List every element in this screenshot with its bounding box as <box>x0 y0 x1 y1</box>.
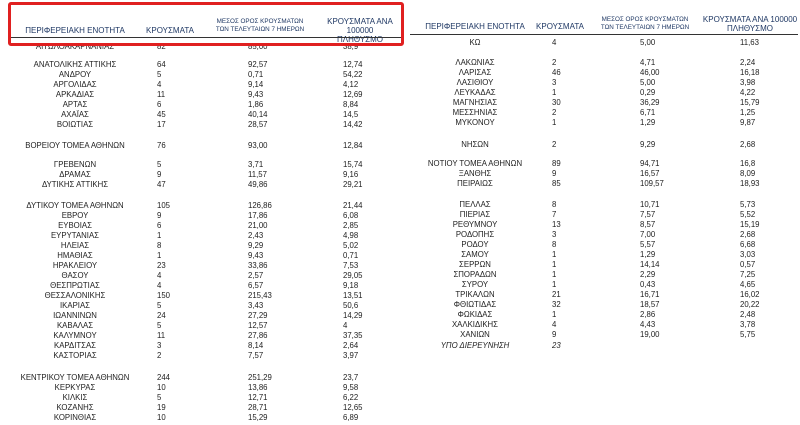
right-table-row <box>0 210 800 219</box>
right-table-row <box>0 179 800 188</box>
left-cell-cases: 5 <box>157 70 162 79</box>
right-cell-name: ΣΕΡΡΩΝ <box>459 260 491 269</box>
right-cell-per100k: 3,03 <box>740 250 756 259</box>
left-cell-cases: 6 <box>157 221 162 230</box>
left-cell-per100k: 14,29 <box>343 311 363 320</box>
left-cell-cases: 64 <box>157 60 166 69</box>
right-cell-name: ΧΑΛΚΙΔΙΚΗΣ <box>451 320 498 329</box>
left-cell-name: ΙΚΑΡΙΑΣ <box>60 301 90 310</box>
right-cell-cases: 7 <box>552 210 557 219</box>
left-cell-name: ΑΙΤΩΛΟΑΚΑΡΝΑΝΙΑΣ <box>35 42 115 51</box>
left-cell-avg: 15,29 <box>248 413 268 422</box>
left-table-row <box>0 383 800 392</box>
left-cell-per100k: 29,05 <box>343 271 363 280</box>
right-cell-cases: 2 <box>552 58 557 67</box>
left-cell-avg: 92,57 <box>248 60 268 69</box>
left-cell-per100k: 7,53 <box>343 261 359 270</box>
right-cell-cases: 3 <box>552 230 557 239</box>
highlight-box <box>8 2 404 46</box>
left-cell-name: ΔΡΑΜΑΣ <box>59 170 91 179</box>
left-cell-per100k: 14,5 <box>343 110 359 119</box>
left-cell-cases: 4 <box>157 271 162 280</box>
right-cell-cases: 13 <box>552 220 561 229</box>
left-cell-name: ΗΡΑΚΛΕΙΟΥ <box>52 261 98 270</box>
right-cell-avg: 5,00 <box>640 38 656 47</box>
right-table-row <box>0 108 800 117</box>
left-cell-per100k: 6,08 <box>343 211 359 220</box>
left-cell-cases: 10 <box>157 383 166 392</box>
right-header-avg-line2: ΤΩΝ ΤΕΛΕΥΤΑΙΩΝ 7 ΗΜΕΡΩΝ <box>600 24 690 31</box>
left-cell-per100k: 0,71 <box>343 251 359 260</box>
right-cell-per100k: 18,93 <box>740 179 760 188</box>
right-cell-cases: 32 <box>552 300 561 309</box>
left-table-row <box>0 373 800 382</box>
left-cell-name: ΘΕΣΠΡΩΤΙΑΣ <box>50 281 100 290</box>
left-cell-per100k: 54,22 <box>343 70 363 79</box>
right-table-row <box>0 230 800 239</box>
right-cell-cases: 9 <box>552 330 557 339</box>
left-cell-name: ΚΑΡΔΙΤΣΑΣ <box>54 341 96 350</box>
left-cell-per100k: 9,58 <box>343 383 359 392</box>
right-cell-avg: 1,29 <box>640 250 656 259</box>
right-cell-cases: 4 <box>552 320 557 329</box>
right-cell-per100k: 16,8 <box>740 159 756 168</box>
left-cell-avg: 9,29 <box>248 241 264 250</box>
left-cell-per100k: 38,9 <box>343 42 359 51</box>
right-table-row <box>0 118 800 127</box>
right-table-row <box>0 200 800 209</box>
right-cell-cases: 3 <box>552 78 557 87</box>
right-cell-cases: 9 <box>552 169 557 178</box>
left-cell-avg: 251,29 <box>248 373 272 382</box>
left-cell-name: ΓΡΕΒΕΝΩΝ <box>53 160 97 169</box>
left-cell-cases: 4 <box>157 281 162 290</box>
right-cell-per100k: 3,78 <box>740 320 756 329</box>
left-cell-name: ΚΟΡΙΝΘΙΑΣ <box>53 413 97 422</box>
left-cell-per100k: 6,22 <box>343 393 359 402</box>
left-cell-name: ΕΥΡΥΤΑΝΙΑΣ <box>50 231 99 240</box>
right-cell-name: ΠΕΙΡΑΙΩΣ <box>457 179 493 188</box>
left-cell-cases: 1 <box>157 231 162 240</box>
right-cell-avg: 19,00 <box>640 330 660 339</box>
left-cell-avg: 21,00 <box>248 221 268 230</box>
right-cell-name: ΛΑΣΙΘΙΟΥ <box>456 78 494 87</box>
right-cell-name: ΛΕΥΚΑΔΑΣ <box>454 88 496 97</box>
left-header-unit: ΠΕΡΙΦΕΡΕΙΑΚΗ ΕΝΟΤΗΤΑ <box>25 26 125 35</box>
right-cell-per100k: 9,87 <box>740 118 756 127</box>
left-cell-avg: 49,86 <box>248 180 268 189</box>
right-cell-per100k: 5,73 <box>740 200 756 209</box>
left-cell-cases: 150 <box>157 291 171 300</box>
left-cell-cases: 1 <box>157 251 162 260</box>
left-cell-per100k: 21,44 <box>343 201 363 210</box>
left-cell-per100k: 13,51 <box>343 291 363 300</box>
right-cell-avg: 2,86 <box>640 310 656 319</box>
right-header-avg-line1: ΜΕΣΟΣ ΟΡΟΣ ΚΡΟΥΣΜΑΤΩΝ <box>601 16 689 23</box>
right-cell-avg: 109,57 <box>640 179 664 188</box>
left-header-avg-line1: ΜΕΣΟΣ ΟΡΟΣ ΚΡΟΥΣΜΑΤΩΝ <box>216 18 304 25</box>
right-cell-cases: 1 <box>552 270 557 279</box>
right-cell-cases: 1 <box>552 250 557 259</box>
right-cell-avg: 4,71 <box>640 58 656 67</box>
right-header-per100k <box>702 15 798 33</box>
left-cell-cases: 8 <box>157 241 162 250</box>
left-cell-name: ΒΟΙΩΤΙΑΣ <box>56 120 94 129</box>
right-table-row <box>0 300 800 309</box>
left-cell-cases: 3 <box>157 341 162 350</box>
left-cell-cases: 10 <box>157 413 166 422</box>
left-cell-name: ΗΜΑΘΙΑΣ <box>57 251 93 260</box>
right-cell-cases: 1 <box>552 280 557 289</box>
right-cell-avg: 8,57 <box>640 220 656 229</box>
right-cell-avg: 18,57 <box>640 300 660 309</box>
left-cell-per100k: 4,98 <box>343 231 359 240</box>
right-cell-cases: 8 <box>552 240 557 249</box>
left-cell-cases: 47 <box>157 180 166 189</box>
right-cell-name: ΥΠΟ ΔΙΕΡΕΥΝΗΣΗ <box>440 341 510 350</box>
left-cell-cases: 9 <box>157 211 162 220</box>
right-cell-avg: 46,00 <box>640 68 660 77</box>
left-cell-name: ΚΟΖΑΝΗΣ <box>56 403 94 412</box>
left-cell-per100k: 9,16 <box>343 170 359 179</box>
right-table-row <box>0 310 800 319</box>
right-table-row <box>0 140 800 149</box>
left-cell-name: ΑΡΓΟΛΙΔΑΣ <box>53 80 97 89</box>
right-cell-cases: 1 <box>552 310 557 319</box>
left-table-row <box>0 351 800 360</box>
left-cell-name: ΕΥΒΟΙΑΣ <box>58 221 92 230</box>
right-cell-per100k: 15,19 <box>740 220 760 229</box>
right-table-row <box>0 290 800 299</box>
right-cell-cases: 1 <box>552 88 557 97</box>
right-cell-avg: 0,43 <box>640 280 656 289</box>
right-table-row <box>0 240 800 249</box>
left-cell-avg: 7,57 <box>248 351 264 360</box>
right-cell-avg: 7,00 <box>640 230 656 239</box>
right-cell-per100k: 2,24 <box>740 58 756 67</box>
left-header-cases: ΚΡΟΥΣΜΑΤΑ <box>146 26 194 35</box>
left-cell-per100k: 6,89 <box>343 413 359 422</box>
right-table-row <box>0 98 800 107</box>
right-table-row <box>0 280 800 289</box>
left-cell-per100k: 2,85 <box>343 221 359 230</box>
right-cell-cases: 89 <box>552 159 561 168</box>
right-cell-name: ΦΘΙΩΤΙΔΑΣ <box>453 300 497 309</box>
left-cell-per100k: 3,97 <box>343 351 359 360</box>
left-cell-name: ΚΙΛΚΙΣ <box>62 393 88 402</box>
right-cell-name: ΠΙΕΡΙΑΣ <box>459 210 491 219</box>
left-cell-avg: 0,71 <box>248 70 264 79</box>
left-cell-avg: 85,00 <box>248 42 268 51</box>
left-cell-avg: 3,71 <box>248 160 264 169</box>
left-header-per100k-line1: ΚΡΟΥΣΜΑΤΑ ΑΝΑ 100000 <box>327 17 393 35</box>
right-cell-name: ΜΑΓΝΗΣΙΑΣ <box>452 98 498 107</box>
left-table-row <box>0 413 800 422</box>
right-cell-per100k: 5,75 <box>740 330 756 339</box>
left-cell-avg: 12,71 <box>248 393 268 402</box>
right-cell-name: ΚΩ <box>469 38 481 47</box>
right-table-row <box>0 58 800 67</box>
right-cell-cases: 1 <box>552 118 557 127</box>
right-table-row <box>0 220 800 229</box>
left-cell-per100k: 29,21 <box>343 180 363 189</box>
right-cell-per100k: 4,65 <box>740 280 756 289</box>
left-cell-per100k: 15,74 <box>343 160 363 169</box>
left-cell-avg: 33,86 <box>248 261 268 270</box>
left-cell-per100k: 8,84 <box>343 100 359 109</box>
right-table-row <box>0 169 800 178</box>
left-cell-avg: 2,43 <box>248 231 264 240</box>
right-cell-cases: 2 <box>552 108 557 117</box>
left-cell-cases: 45 <box>157 110 166 119</box>
left-cell-per100k: 12,74 <box>343 60 363 69</box>
left-cell-avg: 27,86 <box>248 331 268 340</box>
right-cell-name: ΣΑΜΟΥ <box>461 250 489 259</box>
right-cell-name: ΛΑΡΙΣΑΣ <box>458 68 492 77</box>
left-cell-name: ΔΥΤΙΚΗΣ ΑΤΤΙΚΗΣ <box>41 180 109 189</box>
right-table-row <box>0 341 800 350</box>
left-cell-cases: 11 <box>157 331 166 340</box>
right-cell-per100k: 16,02 <box>740 290 760 299</box>
right-cell-name: ΦΩΚΙΔΑΣ <box>457 310 493 319</box>
left-cell-per100k: 37,35 <box>343 331 363 340</box>
left-cell-avg: 2,57 <box>248 271 264 280</box>
right-cell-cases: 46 <box>552 68 561 77</box>
right-cell-name: ΧΑΝΙΩΝ <box>460 330 490 339</box>
right-cell-name: ΣΥΡΟΥ <box>461 280 489 289</box>
right-cell-cases: 2 <box>552 140 557 149</box>
left-cell-cases: 82 <box>157 42 166 51</box>
right-cell-avg: 7,57 <box>640 210 656 219</box>
left-cell-name: ΚΕΝΤΡΙΚΟΥ ΤΟΜΕΑ ΑΘΗΝΩΝ <box>20 373 130 382</box>
left-cell-per100k: 4,12 <box>343 80 359 89</box>
left-table-row <box>0 393 800 402</box>
right-cell-avg: 94,71 <box>640 159 660 168</box>
right-table-row <box>0 78 800 87</box>
right-header-rule <box>410 34 798 35</box>
right-cell-avg: 14,14 <box>640 260 660 269</box>
right-cell-per100k: 20,22 <box>740 300 760 309</box>
left-cell-cases: 105 <box>157 201 171 210</box>
right-cell-cases: 23 <box>552 341 561 350</box>
left-cell-avg: 6,57 <box>248 281 264 290</box>
right-cell-per100k: 11,63 <box>740 38 759 47</box>
left-cell-avg: 28,71 <box>248 403 268 412</box>
left-cell-cases: 244 <box>157 373 171 382</box>
left-cell-avg: 17,86 <box>248 211 268 220</box>
left-header-avg-line2: ΤΩΝ ΤΕΛΕΥΤΑΙΩΝ 7 ΗΜΕΡΩΝ <box>215 26 305 33</box>
right-cell-avg: 16,57 <box>640 169 660 178</box>
left-cell-avg: 93,00 <box>248 141 268 150</box>
right-table-row <box>0 260 800 269</box>
right-cell-per100k: 7,25 <box>740 270 756 279</box>
right-table-row <box>0 250 800 259</box>
right-cell-avg: 9,29 <box>640 140 656 149</box>
left-cell-name: ΑΧΑΪΑΣ <box>61 110 89 119</box>
right-cell-per100k: 5,52 <box>740 210 756 219</box>
left-table-row <box>0 403 800 412</box>
left-cell-cases: 23 <box>157 261 166 270</box>
right-cell-name: ΡΕΘΥΜΝΟΥ <box>452 220 498 229</box>
right-header-avg <box>590 16 700 32</box>
left-cell-name: ΚΕΡΚΥΡΑΣ <box>54 383 96 392</box>
right-cell-per100k: 2,68 <box>740 140 756 149</box>
right-table-row <box>0 330 800 339</box>
right-cell-per100k: 15,79 <box>740 98 760 107</box>
right-cell-avg: 1,29 <box>640 118 656 127</box>
left-cell-per100k: 9,18 <box>343 281 359 290</box>
left-cell-avg: 13,86 <box>248 383 268 392</box>
left-cell-per100k: 4 <box>343 321 348 330</box>
left-cell-cases: 19 <box>157 403 166 412</box>
left-cell-cases: 9 <box>157 170 162 179</box>
right-cell-name: ΜΕΣΣΗΝΙΑΣ <box>452 108 498 117</box>
left-cell-name: ΙΩΑΝΝΙΝΩΝ <box>53 311 97 320</box>
right-cell-name: ΤΡΙΚΑΛΩΝ <box>455 290 495 299</box>
left-cell-name: ΒΟΡΕΙΟΥ ΤΟΜΕΑ ΑΘΗΝΩΝ <box>25 141 125 150</box>
left-cell-cases: 2 <box>157 351 162 360</box>
right-cell-per100k: 3,98 <box>740 78 756 87</box>
left-cell-avg: 40,14 <box>248 110 268 119</box>
left-cell-name: ΘΕΣΣΑΛΟΝΙΚΗΣ <box>44 291 106 300</box>
right-cell-cases: 1 <box>552 260 557 269</box>
right-header-unit: ΠΕΡΙΦΕΡΕΙΑΚΗ ΕΝΟΤΗΤΑ <box>425 22 525 31</box>
right-cell-avg: 16,71 <box>640 290 660 299</box>
left-cell-avg: 215,43 <box>248 291 272 300</box>
left-cell-name: ΘΑΣΟΥ <box>61 271 89 280</box>
left-cell-avg: 3,43 <box>248 301 264 310</box>
left-cell-per100k: 12,65 <box>343 403 363 412</box>
right-cell-avg: 10,71 <box>640 200 660 209</box>
left-cell-cases: 24 <box>157 311 166 320</box>
left-cell-avg: 9,43 <box>248 251 264 260</box>
left-cell-cases: 4 <box>157 80 162 89</box>
right-table-row <box>0 270 800 279</box>
right-cell-name: ΛΑΚΩΝΙΑΣ <box>455 58 495 67</box>
right-cell-name: ΡΟΔΟΥ <box>461 240 489 249</box>
right-cell-name: ΡΟΔΟΠΗΣ <box>455 230 495 239</box>
left-cell-cases: 11 <box>157 90 166 99</box>
left-header-per100k-line2: ΠΛΗΘΥΣΜΟ <box>336 35 384 44</box>
left-cell-cases: 5 <box>157 393 162 402</box>
right-cell-avg: 4,43 <box>640 320 656 329</box>
right-table-row <box>0 320 800 329</box>
right-table-row <box>0 68 800 77</box>
left-cell-name: ΕΒΡΟΥ <box>61 211 89 220</box>
left-cell-cases: 6 <box>157 100 162 109</box>
left-cell-name: ΚΑΣΤΟΡΙΑΣ <box>53 351 97 360</box>
right-cell-per100k: 6,68 <box>740 240 756 249</box>
right-cell-avg: 0,29 <box>640 88 656 97</box>
right-cell-cases: 21 <box>552 290 561 299</box>
right-cell-per100k: 16,18 <box>740 68 760 77</box>
left-cell-cases: 5 <box>157 321 162 330</box>
right-cell-avg: 36,29 <box>640 98 660 107</box>
right-cell-name: ΝΗΣΩΝ <box>461 140 489 149</box>
left-cell-per100k: 23,7 <box>343 373 359 382</box>
left-cell-name: ΔΥΤΙΚΟΥ ΤΟΜΕΑ ΑΘΗΝΩΝ <box>26 201 124 210</box>
left-cell-avg: 126,86 <box>248 201 272 210</box>
left-cell-name: ΑΝΑΤΟΛΙΚΗΣ ΑΤΤΙΚΗΣ <box>33 60 117 69</box>
left-cell-avg: 9,43 <box>248 90 264 99</box>
right-cell-name: ΣΠΟΡΑΔΩΝ <box>453 270 497 279</box>
right-header-per100k-line1: ΚΡΟΥΣΜΑΤΑ ΑΝΑ 100000 <box>702 15 798 24</box>
right-table-row <box>0 159 800 168</box>
right-cell-cases: 85 <box>552 179 561 188</box>
left-cell-avg: 1,86 <box>248 100 264 109</box>
left-cell-avg: 8,14 <box>248 341 264 350</box>
right-cell-avg: 5,00 <box>640 78 656 87</box>
left-cell-name: ΚΑΒΑΛΑΣ <box>56 321 94 330</box>
right-cell-per100k: 2,48 <box>740 310 756 319</box>
left-cell-per100k: 12,84 <box>343 141 363 150</box>
left-cell-avg: 12,57 <box>248 321 268 330</box>
left-cell-name: ΗΛΕΙΑΣ <box>60 241 90 250</box>
right-cell-avg: 2,29 <box>640 270 656 279</box>
left-cell-per100k: 2,64 <box>343 341 359 350</box>
right-cell-avg: 5,57 <box>640 240 656 249</box>
right-cell-cases: 8 <box>552 200 557 209</box>
left-cell-name: ΑΡΚΑΔΙΑΣ <box>55 90 95 99</box>
left-cell-name: ΚΑΛΥΜΝΟΥ <box>53 331 97 340</box>
left-cell-per100k: 12,69 <box>343 90 363 99</box>
right-cell-per100k: 8,09 <box>740 169 756 178</box>
left-cell-avg: 28,57 <box>248 120 268 129</box>
left-cell-name: ΑΝΔΡΟΥ <box>58 70 92 79</box>
right-cell-cases: 4 <box>552 38 557 47</box>
left-cell-cases: 5 <box>157 160 162 169</box>
left-cell-per100k: 5,02 <box>343 241 359 250</box>
right-cell-name: ΠΕΛΛΑΣ <box>459 200 491 209</box>
left-cell-per100k: 14,42 <box>343 120 363 129</box>
right-cell-name: ΜΥΚΟΝΟΥ <box>455 118 495 127</box>
left-cell-avg: 27,29 <box>248 311 268 320</box>
left-cell-per100k: 50,6 <box>343 301 359 310</box>
left-cell-cases: 76 <box>157 141 166 150</box>
right-cell-name: ΝΟΤΙΟΥ ΤΟΜΕΑ ΑΘΗΝΩΝ <box>427 159 523 168</box>
left-cell-name: ΑΡΤΑΣ <box>62 100 88 109</box>
left-cell-cases: 5 <box>157 301 162 310</box>
right-cell-per100k: 4,22 <box>740 88 756 97</box>
right-cell-avg: 6,71 <box>640 108 656 117</box>
left-cell-cases: 17 <box>157 120 166 129</box>
left-cell-avg: 9,14 <box>248 80 264 89</box>
right-header-per100k-line2: ΠΛΗΘΥΣΜΟ <box>726 24 774 33</box>
right-cell-per100k: 0,57 <box>740 260 756 269</box>
left-cell-avg: 11,57 <box>248 170 267 179</box>
right-cell-name: ΞΑΝΘΗΣ <box>458 169 492 178</box>
right-cell-per100k: 2,68 <box>740 230 756 239</box>
right-table-row <box>0 88 800 97</box>
right-cell-per100k: 1,25 <box>740 108 756 117</box>
right-cell-cases: 30 <box>552 98 561 107</box>
right-header-cases: ΚΡΟΥΣΜΑΤΑ <box>536 22 584 31</box>
